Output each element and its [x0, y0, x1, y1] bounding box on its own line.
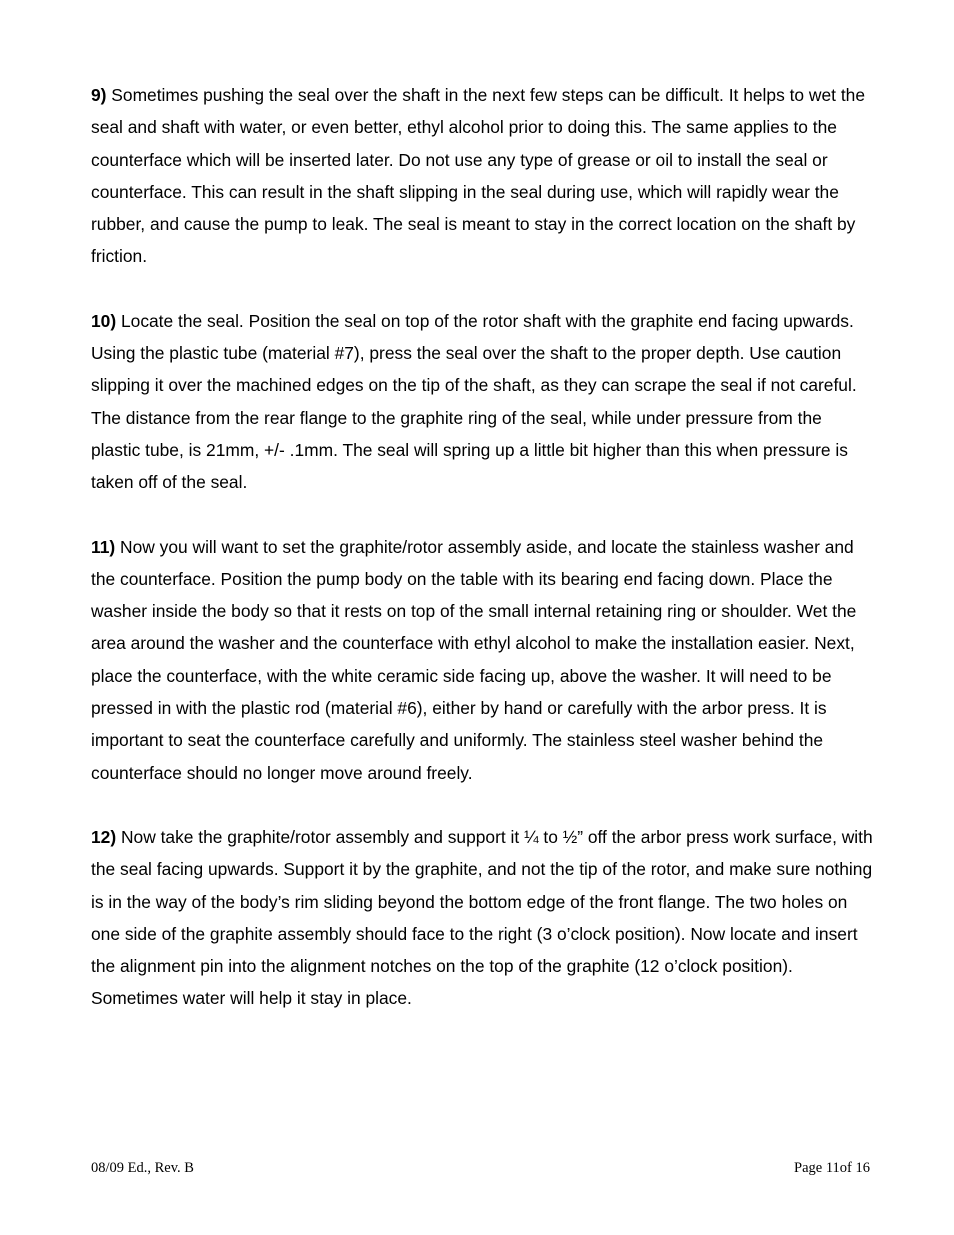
step-text: Now take the graphite/rotor assembly and support it ¼ to ½” off the arbor press work surface, with the seal facing upwards. Support it by the graphite, and not the tip of the rotor, and make sure nothing is in the way of the body’s rim sliding beyond the bottom edge of the front flange. The two holes on one side of the graphite assembly should face to the right (3 o’clock position). Now locate and insert the alignment pin into the alignment notches on the top of the graphite (12 o’clock position). Sometimes water will help it stay in place. — [91, 826, 873, 1009]
step-text: Locate the seal. Position the seal on top of the rotor shaft with the graphite end facing upwards. Using the plastic tube (material #7), press the seal over the shaft to the proper depth. Use caution slipping it over the machined edges on the tip of the shaft, as they can scrape the seal if not careful. The distance from the rear flange to the graphite ring of the seal, while under pressure from the plastic tube, is 21mm, +/- .1mm. The seal will spring up a little bit higher than this when pressure is taken off of the seal. — [91, 310, 857, 493]
step-number: 9) — [91, 85, 107, 105]
step-10 — [91, 305, 873, 499]
step-text: Sometimes pushing the seal over the shaft in the next few steps can be difficult. It helps to wet the seal and shaft with water, or even better, ethyl alcohol prior to doing this. The same applies to the counterface which will be inserted later. Do not use any type of grease or oil to install the seal or counterface. This can result in the shaft slipping in the seal during use, which will rapidly wear the rubber, and cause the pump to leak. The seal is meant to stay in the correct location on the shaft by friction. — [91, 85, 865, 267]
step-number: 12) — [91, 826, 117, 847]
step-12 — [91, 821, 873, 1015]
step-11 — [91, 531, 873, 789]
step-number: 11) — [91, 536, 116, 557]
page-number: Page 11of 16 — [794, 1160, 870, 1176]
page-footer — [91, 1160, 870, 1177]
step-number: 10) — [91, 310, 117, 331]
edition-label: 08/09 Ed., Rev. B — [91, 1160, 194, 1176]
step-9 — [91, 79, 873, 273]
document-body — [91, 79, 873, 1047]
step-text: Now you will want to set the graphite/rotor assembly aside, and locate the stainless washer and the counterface. Position the pump body on the table with its bearing end facing down. Place the washer inside the body so that it rests on top of the small internal retaining ring or shoulder. Wet the area around the washer and the counterface with ethyl alcohol to make the installation easier. Next, place the counterface, with the white ceramic side facing up, above the washer. It will need to be pressed in with the plastic rod (material #6), either by hand or carefully with the arbor press. It is important to seat the counterface carefully and uniformly. The stainless steel washer behind the counterface should no longer move around freely. — [91, 536, 857, 783]
